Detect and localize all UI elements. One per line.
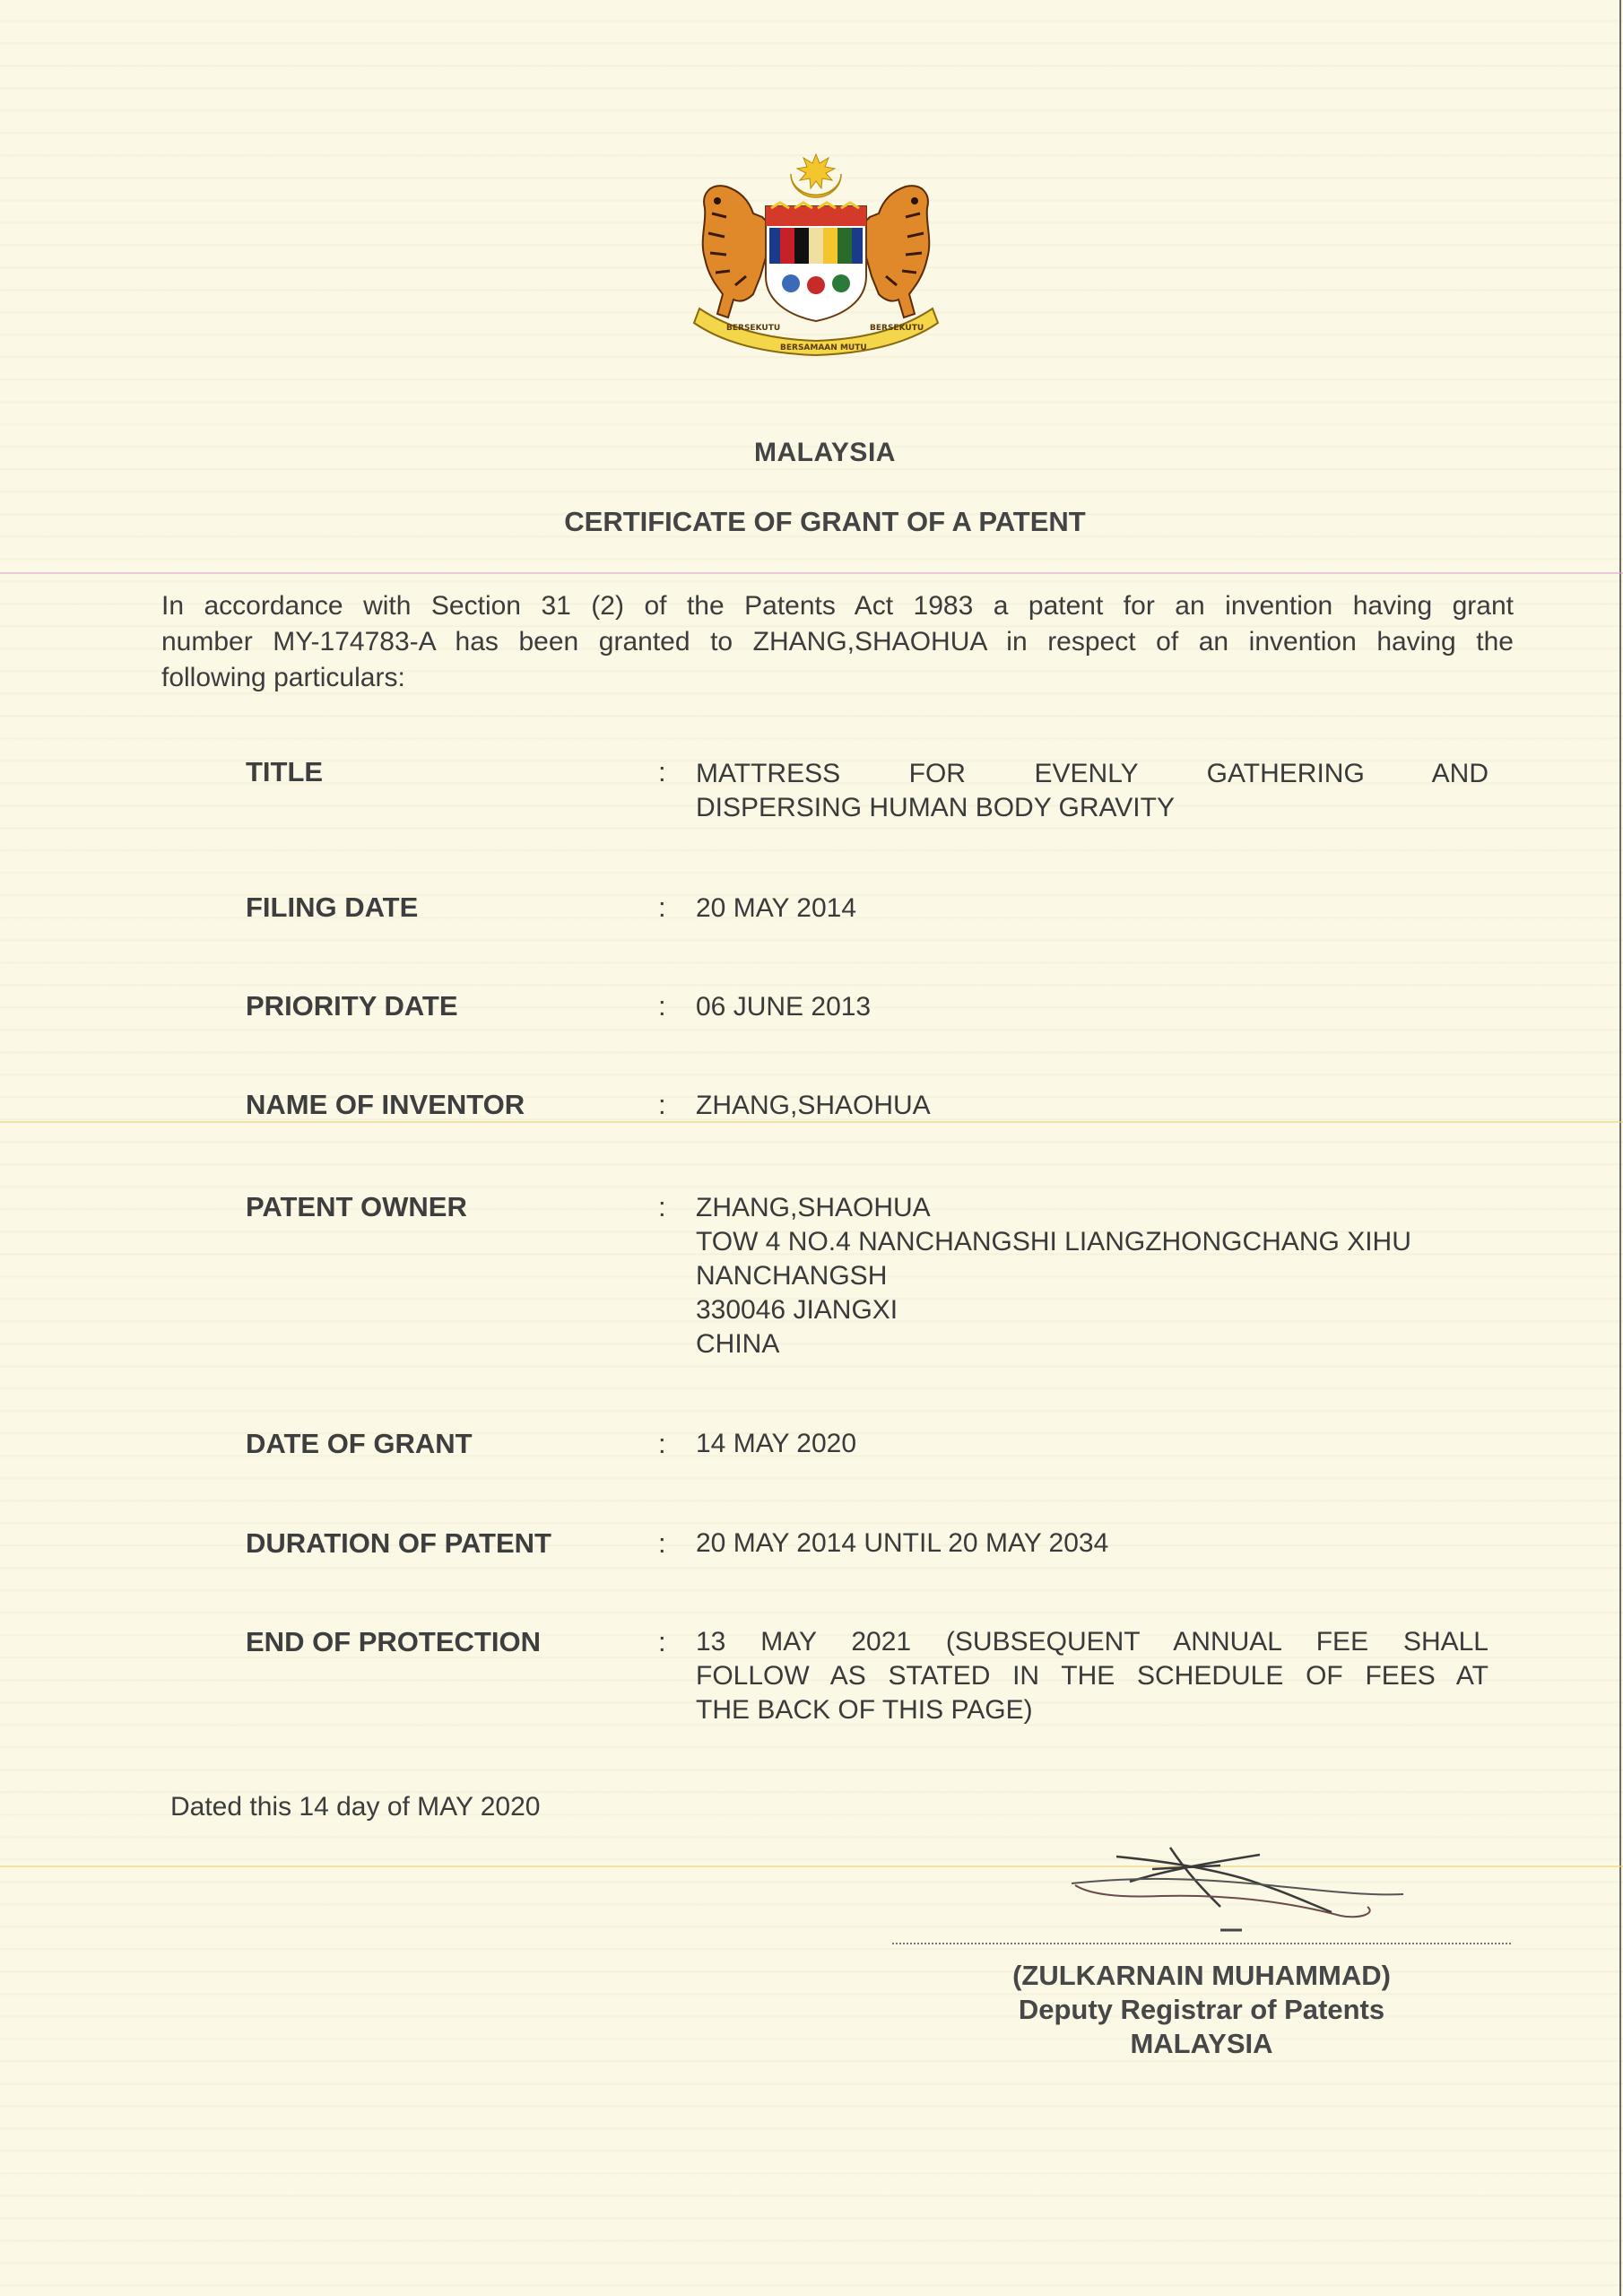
value-line: NANCHANGSH: [696, 1261, 888, 1291]
crescent-star-icon: [791, 154, 841, 197]
signatory-position: Deputy Registrar of Patents: [1018, 1994, 1385, 2025]
value-line: 14 MAY 2020: [696, 1429, 857, 1458]
signature-rule: [892, 1943, 1511, 1944]
patent-owner-label: PATENT OWNER: [246, 1191, 467, 1222]
grant-date-value: [696, 1427, 1488, 1461]
value-line: FOLLOW AS STATED IN THE SCHEDULE OF FEES AT: [696, 1661, 1488, 1691]
dated-line: Dated this 14 day of MAY 2020: [170, 1792, 541, 1822]
grant-date-colon: :: [658, 1428, 666, 1459]
grant-date-label: DATE OF GRANT: [246, 1428, 473, 1459]
title-colon: :: [658, 756, 666, 787]
filing-date-value: [696, 891, 1488, 926]
value-line: 330046 JIANGXI: [696, 1295, 898, 1325]
value-line: CHINA: [696, 1329, 780, 1359]
end-of-protection-colon: :: [658, 1626, 666, 1657]
patent-owner-colon: :: [658, 1191, 666, 1222]
right-tiger-icon: [859, 186, 929, 317]
value-line: TOW 4 NO.4 NANCHANGSHI LIANGZHONGCHANG XIHU: [696, 1227, 1411, 1257]
value-line: 13 MAY 2021 (SUBSEQUENT ANNUAL FEE SHALL: [696, 1627, 1488, 1657]
intro-line: In accordance with Section 31 (2) of the Patents Act 1983 a patent for an invention having grant: [161, 591, 1514, 621]
coat-of-arms-emblem: [690, 151, 942, 357]
duration-label: DURATION OF PATENT: [246, 1527, 551, 1559]
value-line: ZHANG,SHAOHUA: [696, 1193, 931, 1222]
left-tiger-icon: [703, 186, 773, 317]
scan-edge-line: [1619, 0, 1621, 2296]
signature-mark: [1063, 1830, 1421, 1946]
value-line: 20 MAY 2014: [696, 893, 857, 923]
filing-date-label: FILING DATE: [246, 891, 419, 923]
inventor-name-value: [696, 1089, 1488, 1123]
value-line: 20 MAY 2014 UNTIL 20 MAY 2034: [696, 1528, 1109, 1558]
value-line: 06 JUNE 2013: [696, 992, 872, 1022]
filing-date-colon: :: [658, 891, 666, 923]
value-line: ZHANG,SHAOHUA: [696, 1091, 931, 1120]
duration-value: [696, 1526, 1488, 1561]
signatory-name: (ZULKARNAIN MUHAMMAD): [1012, 1960, 1391, 1991]
intro-line: following particulars:: [161, 663, 405, 692]
certificate-title: CERTIFICATE OF GRANT OF A PATENT: [564, 506, 1086, 537]
end-of-protection-label: END OF PROTECTION: [246, 1626, 541, 1657]
country-heading: MALAYSIA: [754, 438, 896, 467]
value-line: THE BACK OF THIS PAGE): [696, 1695, 1033, 1725]
intro-paragraph: [161, 588, 1514, 696]
end-of-protection-value: [696, 1625, 1488, 1727]
scan-pink-line: [0, 572, 1623, 574]
value-line: MATTRESS FOR EVENLY GATHERING AND: [696, 759, 1488, 788]
inventor-name-colon: :: [658, 1089, 666, 1120]
signatory-country: MALAYSIA: [1130, 2028, 1273, 2059]
priority-date-colon: :: [658, 990, 666, 1022]
inventor-name-label: NAME OF INVENTOR: [246, 1089, 525, 1120]
title-label: TITLE: [246, 756, 324, 787]
motto-center-text: BERSAMAAN MUTU: [780, 344, 867, 352]
title-value: [696, 757, 1488, 825]
motto-left-text: BERSEKUTU: [726, 324, 781, 333]
shield-icon: [766, 203, 866, 321]
value-line: DISPERSING HUMAN BODY GRAVITY: [696, 793, 1175, 822]
priority-date-value: [696, 990, 1488, 1024]
motto-right-text: BERSEKUTU: [870, 324, 924, 333]
patent-owner-value: [696, 1191, 1488, 1361]
duration-colon: :: [658, 1527, 666, 1559]
signatory-block: [933, 1959, 1471, 2061]
priority-date-label: PRIORITY DATE: [246, 990, 458, 1022]
intro-line: number MY-174783-A has been granted to ZHANG,SHAOHUA in respect of an invention having the: [161, 627, 1514, 657]
